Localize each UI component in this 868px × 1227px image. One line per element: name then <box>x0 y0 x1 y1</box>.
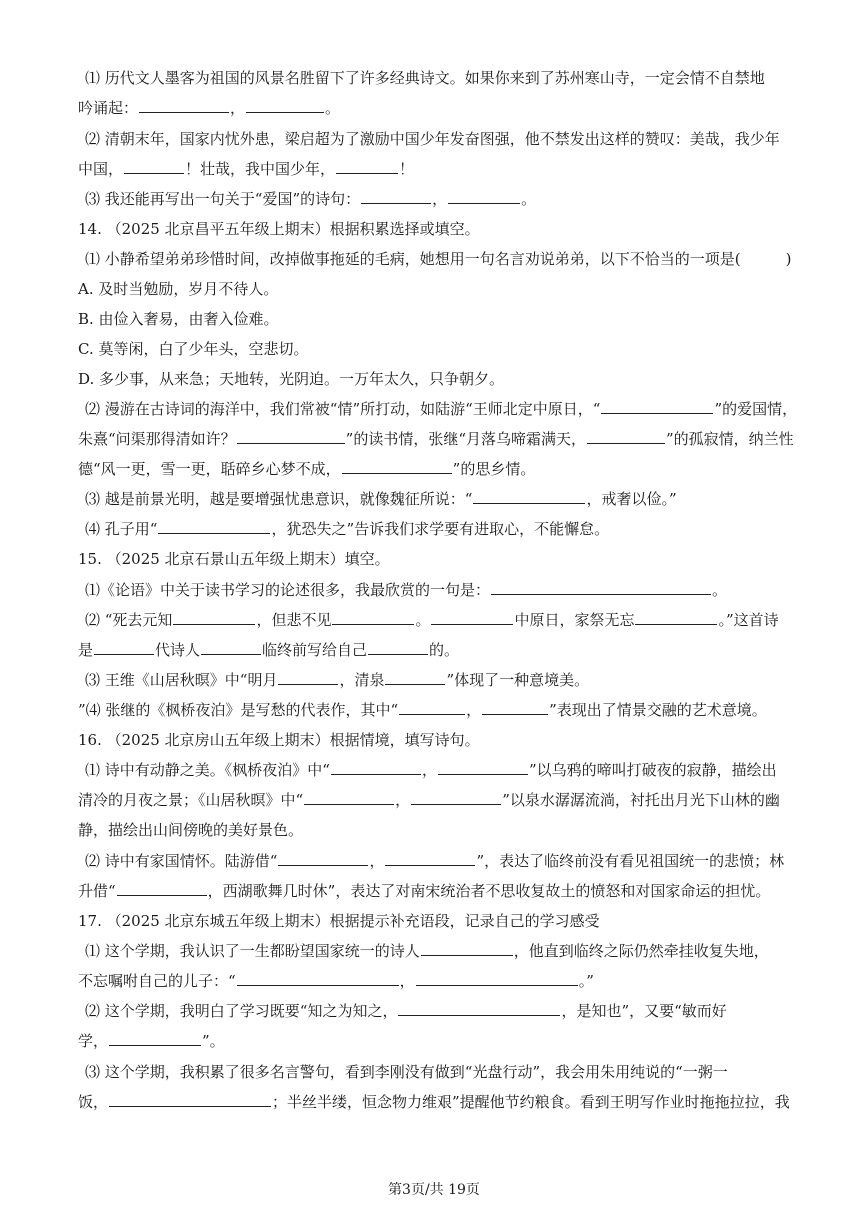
answer-blank[interactable] <box>473 489 585 504</box>
text-line <box>85 519 609 539</box>
text-segment: ，西湖歌舞几时休”，表达了对南宋统治者不思收复故土的愤怒和对国家命运的担忧。 <box>207 882 771 900</box>
text-segment: ⑴ 诗中有动静之美。《枫桥夜泊》中“ <box>85 761 330 779</box>
text-segment: 中国， <box>78 160 124 178</box>
text-line <box>78 1031 225 1051</box>
text-segment: ⑶ 越是前景光明，越是要增强忧患意识，就像魏征所说：“ <box>85 490 473 508</box>
text-line <box>85 129 780 149</box>
text-segment: ”的读书情，张继“月落乌啼霜满天， <box>345 430 587 448</box>
answer-blank[interactable] <box>173 610 255 625</box>
text-segment: 14. （2025 北京昌平五年级上期末）根据积累选择或填空。 <box>78 220 480 238</box>
text-segment: ”以乌鸦的啼叫打破夜的寂静，描绘出 <box>528 761 777 779</box>
text-segment: ”。 <box>202 1032 225 1050</box>
text-segment: ”的孤寂情，纳兰性 <box>666 430 794 448</box>
answer-blank[interactable] <box>246 98 324 113</box>
text-segment: ， <box>395 791 411 809</box>
text-line <box>85 249 791 269</box>
text-segment: ⑴ 小静希望弟弟珍惜时间，改掉做事拖延的毛病，她想用一句名言劝说弟弟，以下不恰当的一项是( ) <box>85 250 792 268</box>
text-segment: ， <box>230 99 246 117</box>
text-segment: 德“风一更，雪一更，聒碎乡心梦不成， <box>78 460 341 478</box>
text-segment: ”以泉水潺潺流淌，衬托出月光下山林的幽 <box>502 791 780 809</box>
text-line <box>85 610 779 630</box>
text-segment: ”，表达了临终前没有看见祖国统一的悲愤；林 <box>476 852 785 870</box>
text-line <box>85 1001 727 1021</box>
text-line <box>85 580 727 600</box>
answer-blank[interactable] <box>158 519 270 534</box>
text-segment: 代诗人 <box>155 641 201 659</box>
text-segment: ”⑷ 张继的《枫桥夜泊》是写愁的代表作，其中“ <box>78 701 399 719</box>
text-segment: 吟诵起： <box>78 99 139 117</box>
text-segment: ⑶ 王维《山居秋暝》中“明月 <box>85 671 278 689</box>
answer-blank[interactable] <box>385 670 445 685</box>
answer-blank[interactable] <box>237 971 399 986</box>
answer-blank[interactable] <box>278 851 368 866</box>
answer-blank[interactable] <box>635 610 717 625</box>
text-segment: 。 <box>325 99 341 117</box>
answer-blank[interactable] <box>237 429 345 444</box>
text-segment: ，戒奢以俭。” <box>586 490 677 508</box>
text-line <box>78 790 780 810</box>
answer-blank[interactable] <box>491 580 711 595</box>
text-segment: ⑴ 这个学期，我认识了一生都盼望国家统一的诗人 <box>85 942 420 960</box>
text-segment: 16. （2025 北京房山五年级上期末）根据情境，填写诗句。 <box>78 731 480 749</box>
answer-blank[interactable] <box>109 1092 271 1107</box>
text-segment: 清冷的月夜之景；《山居秋暝》中“ <box>78 791 304 809</box>
text-segment: ，是知也”，又要“敏而好 <box>561 1002 727 1020</box>
text-line <box>78 98 340 118</box>
answer-blank[interactable] <box>438 760 528 775</box>
answer-blank[interactable] <box>304 790 394 805</box>
text-segment: C. 莫等闲，白了少年头，空悲切。 <box>78 340 309 358</box>
text-line <box>78 159 414 179</box>
text-line <box>78 369 504 389</box>
answer-blank[interactable] <box>448 189 520 204</box>
text-segment: ⑴ 历代文人墨客为祖国的风景名胜留下了许多经典诗文。如果你来到了苏州寒山寺，一定会情不自禁地 <box>85 69 765 87</box>
text-segment: 不忘嘱咐自己的儿子：“ <box>78 972 236 990</box>
text-segment: 15. （2025 北京石景山五年级上期末）填空。 <box>78 550 390 568</box>
text-segment: ， <box>466 701 482 719</box>
text-line <box>78 1092 790 1112</box>
text-segment: ，清泉 <box>339 671 385 689</box>
text-line <box>85 399 797 419</box>
answer-blank[interactable] <box>385 851 475 866</box>
text-line <box>78 309 279 329</box>
text-line <box>78 459 535 479</box>
text-segment: ⑵ 诗中有家国情怀。陆游借“ <box>85 852 278 870</box>
text-segment: 。 <box>712 581 728 599</box>
text-line <box>85 189 536 209</box>
answer-blank[interactable] <box>94 640 154 655</box>
text-segment: A. 及时当勉励，岁月不待人。 <box>78 280 279 298</box>
text-segment: 。 <box>521 190 537 208</box>
answer-blank[interactable] <box>331 760 421 775</box>
text-line <box>78 429 794 449</box>
text-line <box>78 700 767 720</box>
text-line <box>78 730 480 750</box>
answer-blank[interactable] <box>117 881 207 896</box>
text-segment: 升借“ <box>78 882 116 900</box>
text-segment: ”的爱国情， <box>714 400 798 418</box>
text-segment: 。” <box>578 972 594 990</box>
text-line <box>85 760 777 780</box>
answer-blank[interactable] <box>601 399 713 414</box>
text-segment: ；半丝半缕，恒念物力维艰”提醒他节约粮食。看到王明写作业时拖拖拉拉，我 <box>272 1093 790 1111</box>
text-segment: ，但悲不见 <box>256 611 332 629</box>
text-segment: ， <box>432 190 448 208</box>
answer-blank[interactable] <box>399 700 465 715</box>
text-line <box>78 820 303 840</box>
text-line <box>78 549 390 569</box>
text-segment: ，他直到临终之际仍然牵挂收复失地， <box>513 942 769 960</box>
text-segment: ， <box>399 972 415 990</box>
answer-blank[interactable] <box>139 98 229 113</box>
text-segment: ”表现出了情景交融的艺术意境。 <box>549 701 767 719</box>
text-line <box>85 670 589 690</box>
answer-blank[interactable] <box>416 971 578 986</box>
text-segment: ⑴《论语》中关于读书学习的论述很多，我最欣赏的一句是： <box>85 581 491 599</box>
text-segment: ⑷ 孔子用“ <box>85 520 158 538</box>
text-line <box>85 941 769 961</box>
text-line <box>85 68 765 88</box>
text-segment: ”的思乡情。 <box>452 460 536 478</box>
text-segment: ⑶ 这个学期，我积累了很多名言警句，看到李刚没有做到“光盘行动”，我会用朱用纯说的“一粥一 <box>85 1063 728 1081</box>
text-segment: B. 由俭入奢易，由奢入俭难。 <box>78 310 279 328</box>
answer-blank[interactable] <box>342 459 452 474</box>
answer-blank[interactable] <box>398 1001 560 1016</box>
text-segment: 。 <box>415 611 431 629</box>
text-segment: 的。 <box>429 641 460 659</box>
text-line <box>78 911 600 931</box>
text-segment: 朱熹“问渠那得清如许？ <box>78 430 236 448</box>
text-line <box>85 489 677 509</box>
text-segment: ⑵ “死去元知 <box>85 611 173 629</box>
text-segment: 饭， <box>78 1093 109 1111</box>
text-line <box>85 851 784 871</box>
text-segment: 是 <box>78 641 94 659</box>
answer-blank[interactable] <box>368 640 428 655</box>
answer-blank[interactable] <box>336 159 398 174</box>
text-segment: 临终前写给自己 <box>262 641 368 659</box>
text-segment: 。”这首诗 <box>718 611 779 629</box>
text-line <box>78 971 594 991</box>
text-segment: ，犹恐失之”告诉我们求学要有进取心，不能懈怠。 <box>271 520 610 538</box>
text-line <box>78 339 308 359</box>
text-segment: ！壮哉，我中国少年， <box>185 160 336 178</box>
text-segment: ⑵ 这个学期，我明白了学习既要“知之为知之， <box>85 1002 398 1020</box>
answer-blank[interactable] <box>201 640 261 655</box>
answer-blank[interactable] <box>124 159 184 174</box>
answer-blank[interactable] <box>411 790 501 805</box>
answer-blank[interactable] <box>587 429 665 444</box>
text-segment: 中原日，家祭无忘 <box>514 611 635 629</box>
text-segment: ⑵ 漫游在古诗词的海洋中，我们常被“情”所打动，如陆游“王师北定中原日，“ <box>85 400 601 418</box>
text-segment: ⑵ 清朝末年，国家内忧外患，梁启超为了激励中国少年发奋图强，他不禁发出这样的赞叹：美哉，我少年 <box>85 130 780 148</box>
answer-blank[interactable] <box>109 1031 201 1046</box>
text-line <box>85 1062 728 1082</box>
answer-blank[interactable] <box>421 941 513 956</box>
text-segment: 静，描绘出山间傍晚的美好景色。 <box>78 821 304 839</box>
text-segment: ！ <box>399 160 415 178</box>
text-segment: ， <box>421 761 437 779</box>
text-segment: ⑶ 我还能再写出一句关于“爱国”的诗句： <box>85 190 361 208</box>
page-footer: 第3页/共 19页 <box>388 1182 480 1198</box>
text-segment: 17. （2025 北京东城五年级上期末）根据提示补充语段，记录自己的学习感受 <box>78 912 600 930</box>
text-segment: D. 多少事，从来急；天地转，光阴迫。一万年太久，只争朝夕。 <box>78 370 505 388</box>
answer-blank[interactable] <box>482 700 548 715</box>
answer-blank[interactable] <box>332 610 414 625</box>
answer-blank[interactable] <box>361 189 431 204</box>
text-segment: ， <box>369 852 385 870</box>
text-segment: 学， <box>78 1032 109 1050</box>
answer-blank[interactable] <box>278 670 338 685</box>
text-line <box>78 881 770 901</box>
text-segment: ”体现了一种意境美。 <box>446 671 590 689</box>
text-line <box>78 219 480 239</box>
text-line <box>78 279 278 299</box>
text-line <box>78 640 459 660</box>
answer-blank[interactable] <box>431 610 513 625</box>
